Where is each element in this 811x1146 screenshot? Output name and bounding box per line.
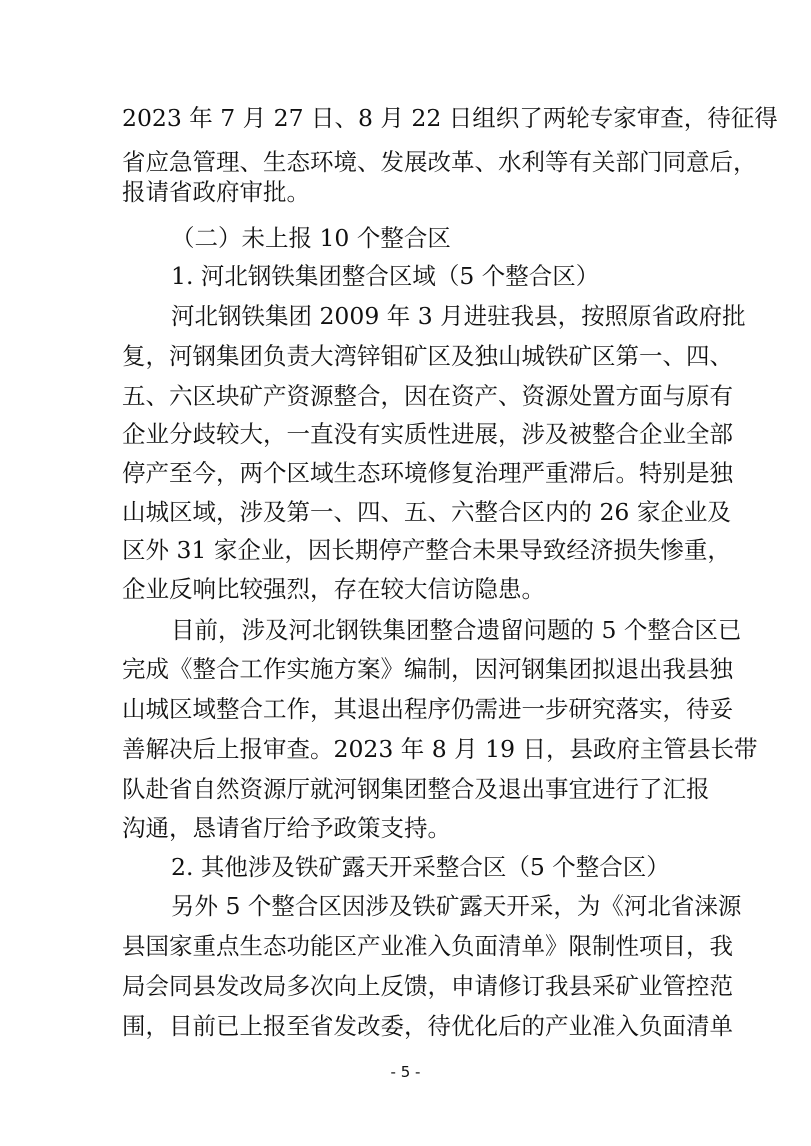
paragraph-2-line-6: 沟通，恳请省厅给予政策支持。 <box>122 814 451 842</box>
subsection-heading-1: 1. 河北钢铁集团整合区域（5 个整合区） <box>171 262 600 290</box>
paragraph-1-line-1: 河北钢铁集团 2009 年 3 月进驻我县，按照原省政府批 <box>171 302 746 330</box>
paragraph-2-line-5: 队赴省自然资源厅就河钢集团整合及退出事宜进行了汇报 <box>122 775 710 803</box>
body-line-2: 省应急管理、生态环境、发展改革、水利等有关部门同意后， <box>122 148 757 176</box>
paragraph-1-line-8: 企业反响比较强烈，存在较大信访隐患。 <box>122 575 545 603</box>
paragraph-2-line-4: 善解决后上报审查。2023 年 8 月 19 日，县政府主管县长带 <box>122 735 758 763</box>
paragraph-1-line-2: 复，河钢集团负责大湾锌钼矿区及独山城铁矿区第一、四、 <box>122 342 733 370</box>
paragraph-1-line-6: 山城区域，涉及第一、四、五、六整合区内的 26 家企业及 <box>122 498 731 526</box>
paragraph-2-line-3: 山城区域整合工作，其退出程序仍需进一步研究落实，待妥 <box>122 695 733 723</box>
body-line-3: 报请省政府审批。 <box>122 178 310 206</box>
body-line-1: 2023 年 7 月 27 日、8 月 22 日组织了两轮专家审查，待征得 <box>122 104 778 132</box>
paragraph-2-line-2: 完成《整合工作实施方案》编制，因河钢集团拟退出我县独 <box>122 655 733 683</box>
paragraph-1-line-4: 企业分歧较大，一直没有实质性进展，涉及被整合企业全部 <box>122 420 733 448</box>
paragraph-1-line-5: 停产至今，两个区域生态环境修复治理严重滞后。特别是独 <box>122 459 733 487</box>
subsection-heading-2: 2. 其他涉及铁矿露天开采整合区（5 个整合区） <box>171 853 670 881</box>
section-heading: （二）未上报 10 个整合区 <box>171 224 451 252</box>
page-number: - 5 - <box>390 1063 421 1081</box>
paragraph-3-line-3: 局会同县发改局多次向上反馈，申请修订我县采矿业管控范 <box>122 972 733 1000</box>
paragraph-2-line-1: 目前，涉及河北钢铁集团整合遗留问题的 5 个整合区已 <box>171 616 742 644</box>
paragraph-3-line-4: 围，目前已上报至省发改委，待优化后的产业准入负面清单 <box>122 1012 733 1040</box>
paragraph-1-line-7: 区外 31 家企业，因长期停产整合未果导致经济损失惨重， <box>122 536 731 564</box>
paragraph-3-line-1: 另外 5 个整合区因涉及铁矿露天开采，为《河北省涞源 <box>171 892 742 920</box>
paragraph-1-line-3: 五、六区块矿产资源整合，因在资产、资源处置方面与原有 <box>122 382 733 410</box>
paragraph-3-line-2: 县国家重点生态功能区产业准入负面清单》限制性项目，我 <box>122 932 733 960</box>
